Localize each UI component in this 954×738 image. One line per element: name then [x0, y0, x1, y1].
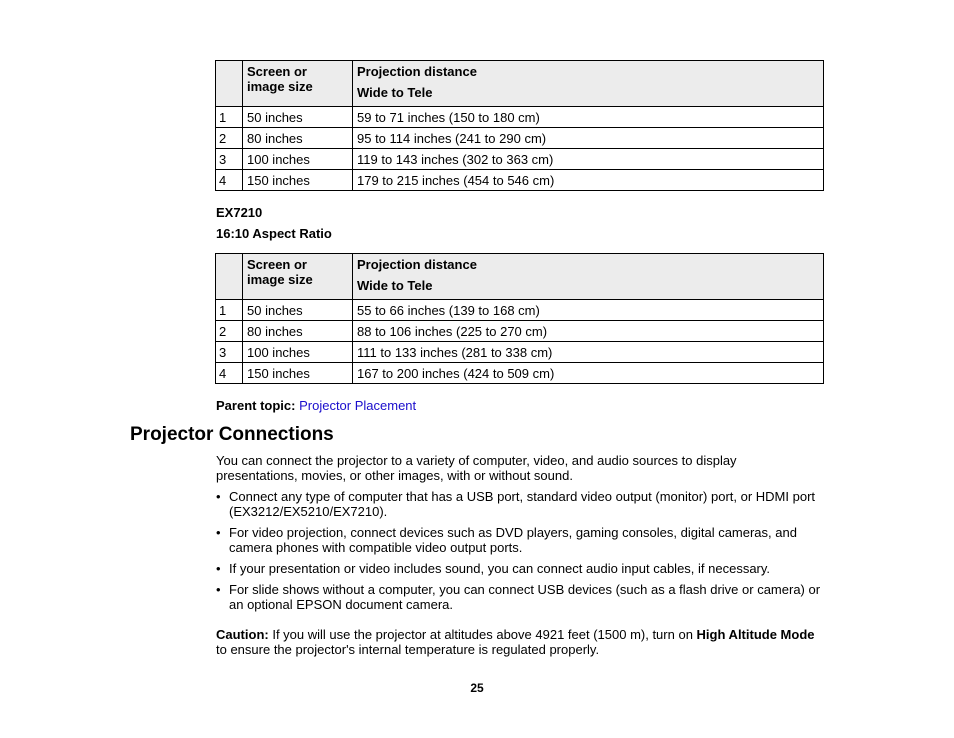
row-number: 1 — [216, 300, 243, 321]
connection-bullet-list — [216, 489, 821, 618]
model-label: EX7210 — [216, 205, 263, 220]
header-distance-label: Projection distance — [357, 257, 477, 272]
bullet-text: Connect any type of computer that has a USB port, standard video output (monitor) port, or HDMI port (EX3212/EX5210/EX7210). — [229, 489, 816, 519]
header-distance-sublabel: Wide to Tele — [357, 85, 433, 100]
row-distance: 119 to 143 inches (302 to 363 cm) — [353, 149, 824, 170]
table-row — [216, 321, 824, 342]
section-title: Projector Connections — [130, 424, 334, 445]
bullet-icon: • — [216, 489, 221, 504]
intro-paragraph: You can connect the projector to a variety of computer, video, and audio sources to display presentations, movies, or other images, with or without sound. — [216, 453, 737, 483]
caution-text-2: to ensure the projector's internal temperature is regulated properly. — [216, 642, 600, 657]
row-distance: 59 to 71 inches (150 to 180 cm) — [353, 107, 824, 128]
row-size: 50 inches — [243, 107, 353, 128]
table-header-row — [216, 254, 824, 300]
header-cell-distance — [353, 61, 824, 107]
bullet-text: If your presentation or video includes sound, you can connect audio input cables, if necessary. — [229, 561, 771, 576]
caution-setting-name: High Altitude Mode — [696, 627, 815, 642]
row-size: 150 inches — [243, 363, 353, 384]
caution-label: Caution: — [216, 627, 269, 642]
projection-distance-table-2 — [215, 253, 824, 384]
row-number: 4 — [216, 170, 243, 191]
list-item — [216, 582, 821, 612]
bullet-text: For slide shows without a computer, you can connect USB devices (such as a flash drive or camera) or an optional EPSON document camera. — [229, 582, 821, 612]
table-row — [216, 300, 824, 321]
list-item — [216, 525, 821, 555]
row-distance: 95 to 114 inches (241 to 290 cm) — [353, 128, 824, 149]
row-size: 50 inches — [243, 300, 353, 321]
aspect-ratio-label: 16:10 Aspect Ratio — [216, 226, 332, 241]
row-distance: 88 to 106 inches (225 to 270 cm) — [353, 321, 824, 342]
header-cell-blank — [216, 254, 243, 300]
row-number: 3 — [216, 149, 243, 170]
header-distance-label: Projection distance — [357, 64, 477, 79]
header-cell-blank — [216, 61, 243, 107]
row-size: 80 inches — [243, 321, 353, 342]
table-row — [216, 342, 824, 363]
parent-topic-label: Parent topic: — [216, 398, 296, 413]
page-number: 25 — [470, 681, 484, 695]
bullet-text: For video projection, connect devices such as DVD players, gaming consoles, digital cameras, and camera phones with compatible video output ports. — [229, 525, 797, 555]
projection-distance-table-1 — [215, 60, 824, 191]
bullet-icon: • — [216, 582, 221, 597]
row-number: 1 — [216, 107, 243, 128]
header-cell-size: Screen or image size — [243, 254, 353, 300]
row-distance: 167 to 200 inches (424 to 509 cm) — [353, 363, 824, 384]
row-size: 100 inches — [243, 149, 353, 170]
row-distance: 55 to 66 inches (139 to 168 cm) — [353, 300, 824, 321]
row-size: 80 inches — [243, 128, 353, 149]
bullet-icon: • — [216, 561, 221, 576]
parent-topic — [216, 398, 416, 413]
row-number: 4 — [216, 363, 243, 384]
row-distance: 179 to 215 inches (454 to 546 cm) — [353, 170, 824, 191]
header-distance-sublabel: Wide to Tele — [357, 278, 433, 293]
header-cell-size: Screen or image size — [243, 61, 353, 107]
row-number: 3 — [216, 342, 243, 363]
list-item — [216, 561, 821, 576]
table-header-row — [216, 61, 824, 107]
table-row — [216, 107, 824, 128]
table-row — [216, 149, 824, 170]
caution-text-1: If you will use the projector at altitudes above 4921 feet (1500 m), turn on — [272, 627, 693, 642]
row-size: 150 inches — [243, 170, 353, 191]
caution-note — [216, 627, 826, 657]
row-number: 2 — [216, 321, 243, 342]
parent-topic-link[interactable]: Projector Placement — [299, 398, 417, 413]
header-cell-distance — [353, 254, 824, 300]
table-row — [216, 128, 824, 149]
row-size: 100 inches — [243, 342, 353, 363]
row-distance: 111 to 133 inches (281 to 338 cm) — [353, 342, 824, 363]
table-row — [216, 170, 824, 191]
bullet-icon: • — [216, 525, 221, 540]
row-number: 2 — [216, 128, 243, 149]
list-item — [216, 489, 821, 519]
table-row — [216, 363, 824, 384]
